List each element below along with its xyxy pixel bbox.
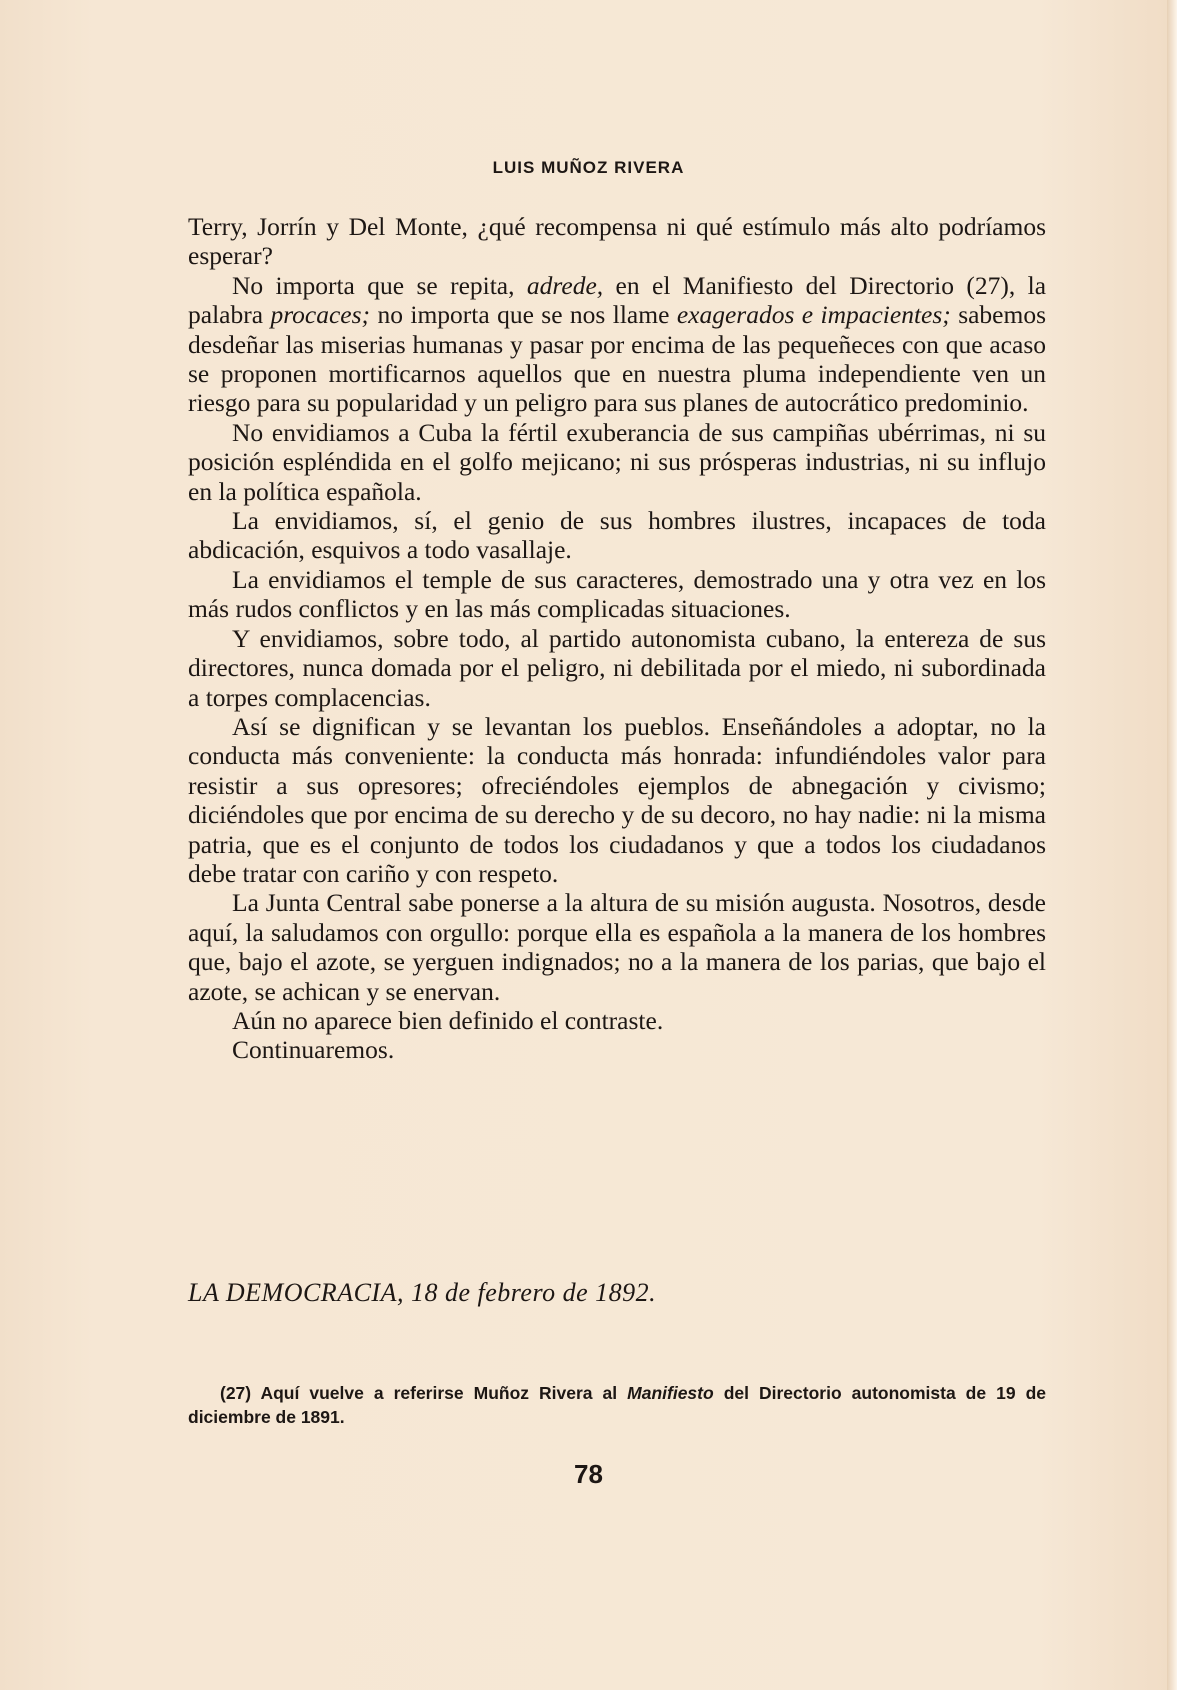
paragraph-4: La envidiamos, sí, el genio de sus hombres ilustres, incapaces de toda abdicación, esquivos a todo vasallaje. (188, 506, 1046, 565)
emphasis-adrede: adrede, (526, 270, 604, 300)
paragraph-10: Continuaremos. (232, 1035, 395, 1065)
paragraph-5: La envidiamos el temple de sus caracteres, demostrado una y otra vez en los más rudos conflictos y en las más complicadas situaciones. (188, 564, 1046, 624)
paragraph-6: Y envidiamos, sobre todo, al partido autonomista cubano, la entereza de sus directores, nunca domada por el peligro, ni debilitada por el miedo, ni subordinada a torpes complacencias. (188, 623, 1046, 712)
page-number: 78 (574, 1459, 603, 1489)
emphasis-exagerados: exagerados e impacientes; (676, 300, 951, 330)
article-body (188, 212, 1046, 1065)
footnote-italic: Manifiesto (627, 1383, 714, 1403)
paragraph-2-part-3: no importa que se nos llame (377, 300, 670, 330)
page-edge (1167, 0, 1177, 1690)
emphasis-procaces: procaces; (270, 300, 371, 330)
paragraph-3: No envidiamos a Cuba la fértil exuberancia de sus campiñas ubérrimas, ni su posición espléndida en el golfo mejicano; ni sus prósperas industrias, ni su influjo en la política española. (188, 417, 1046, 506)
paragraph-9: Aún no aparece bien definido el contraste. (232, 1005, 664, 1035)
paragraph-2 (188, 271, 1046, 418)
paragraph-8: La Junta Central sabe ponerse a la altura de su misión augusta. Nosotros, desde aquí, la saludamos con orgullo: porque ella es española a la manera de los hombres que, bajo el azote, se yerguen indignados; no a la manera de los parias, que bajo el azote, se achican y se enervan. (188, 888, 1046, 1006)
paragraph-2-part-2: en el Manifiesto del Directorio (27), la palabra (188, 270, 1047, 330)
source-signature: LA DEMOCRACIA, 18 de febrero de 1892. (188, 1278, 657, 1307)
paragraph-1: Terry, Jorrín y Del Monte, ¿qué recompensa ni qué estímulo más alto podríamos esperar? (188, 212, 1046, 271)
running-head: LUIS MUÑOZ RIVERA (492, 158, 685, 177)
paragraph-2-part-1: No importa que se repita, (232, 270, 515, 300)
footnote-text-end: del Directorio autonomista de 19 de diciembre de 1891. (188, 1383, 1046, 1427)
paragraph-2-part-4: sabemos desdeñar las miserias humanas y pasar por encima de las pequeñeces con que acaso se proponen mortificarnos aquellos que en nuestra pluma independiente ven un riesgo para su popularidad y un peligro para sus planes de autocrático predominio. (188, 300, 1047, 418)
footnote (188, 1381, 1046, 1429)
footnote-text-start: (27) Aquí vuelve a referirse Muñoz Rivera al (220, 1383, 618, 1403)
paragraph-7: Así se dignifican y se levantan los pueblos. Enseñándoles a adoptar, no la conducta más conveniente: la conducta más honrada: infundiéndoles valor para resistir a sus opresores; ofreciéndoles ejemplos de abnegación y civismo; diciéndoles que por encima de su derecho y de su decoro, no hay nadie: ni la misma patria, que es el conjunto de todos los ciudadanos y que a todos los ciudadanos debe tratar con cariño y con respeto. (188, 711, 1046, 888)
